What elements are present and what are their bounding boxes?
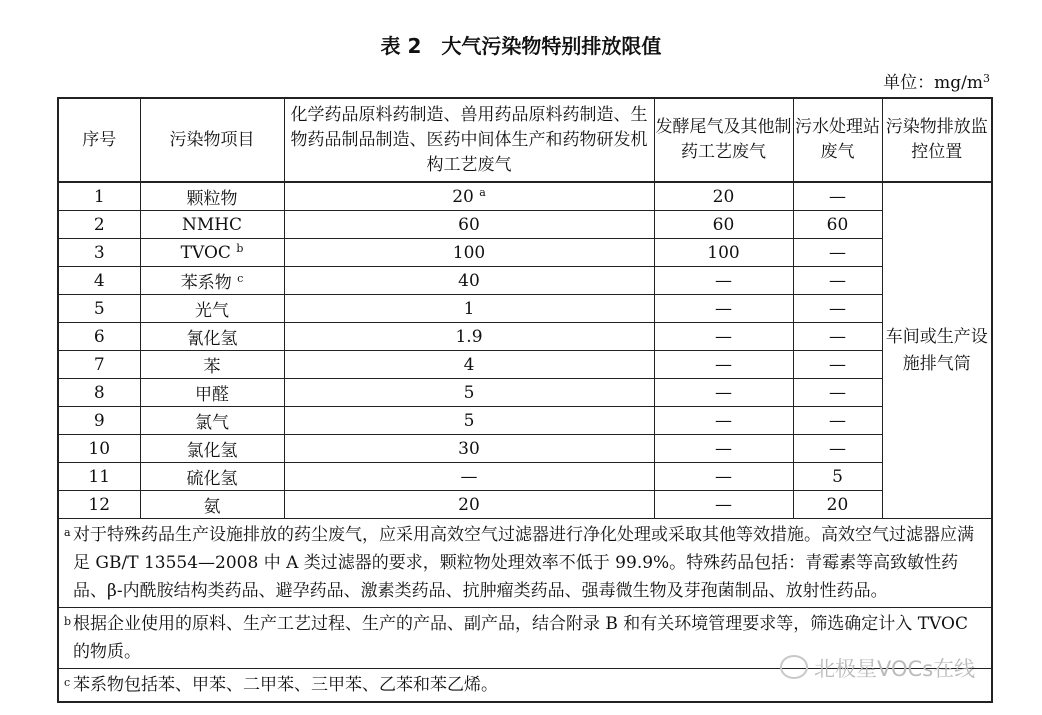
cell-ferment-text: — xyxy=(715,298,732,319)
cell-chem-text: 1 xyxy=(463,298,475,319)
cell-item-text: NMHC xyxy=(181,214,243,235)
unit-superscript: 3 xyxy=(983,72,990,85)
cell-item xyxy=(140,323,284,351)
table-row xyxy=(58,211,992,239)
cell-item xyxy=(140,491,284,519)
cell-item-text: 氯化氢 xyxy=(186,441,238,461)
cell-sewage xyxy=(793,435,882,463)
cell-no-text: 11 xyxy=(88,466,111,487)
table-row xyxy=(58,379,992,407)
unit-text: 单位：mg/m xyxy=(883,73,983,93)
header-item: 污染物项目 xyxy=(140,98,284,182)
cell-item-text: 颗粒物 xyxy=(186,189,238,209)
cell-sewage xyxy=(793,211,882,239)
cell-ferment xyxy=(654,491,793,519)
header-no: 序号 xyxy=(58,98,140,182)
cell-no-text: 1 xyxy=(93,186,105,207)
cell-ferment xyxy=(654,435,793,463)
cell-no-text: 6 xyxy=(93,326,105,347)
cell-chem xyxy=(284,351,654,379)
footnote-mark: a xyxy=(64,526,71,539)
cell-sewage-text: 60 xyxy=(826,214,849,235)
cell-no xyxy=(58,182,140,211)
cell-no-text: 9 xyxy=(93,410,105,431)
cell-ferment-text: — xyxy=(715,270,732,291)
cell-no-text: 10 xyxy=(88,438,111,459)
cell-sewage-text: — xyxy=(829,354,846,375)
cell-chem xyxy=(284,239,654,267)
cell-location: 车间或生产设施排气筒 xyxy=(882,182,992,519)
cell-chem xyxy=(284,267,654,295)
cell-chem xyxy=(284,435,654,463)
footnote-row xyxy=(58,519,992,608)
cell-ferment xyxy=(654,239,793,267)
cell-sewage-text: 5 xyxy=(832,466,843,487)
cell-chem xyxy=(284,295,654,323)
cell-item-text: 苯 xyxy=(203,357,221,377)
cell-no-text: 2 xyxy=(93,214,105,235)
cell-item xyxy=(140,239,284,267)
cell-ferment xyxy=(654,267,793,295)
cell-chem xyxy=(284,211,654,239)
table-title: 表 2 大气污染物特别排放限值 xyxy=(380,34,662,58)
header-chem: 化学药品原料药制造、兽用药品原料药制造、生物药品制品制造、医药中间体生产和药物研发机构工艺废气 xyxy=(284,98,654,182)
cell-chem-text: 60 xyxy=(458,214,480,235)
cell-sewage-text: — xyxy=(829,242,846,263)
unit-label xyxy=(883,68,990,93)
cell-sewage xyxy=(793,463,882,491)
cell-no xyxy=(58,491,140,519)
table-row xyxy=(58,491,992,519)
cell-sewage xyxy=(793,323,882,351)
table-row xyxy=(58,267,992,295)
cell-ferment-text: 100 xyxy=(707,242,740,263)
watermark-text: 北极星VOCs在线 xyxy=(814,657,976,681)
cell-item xyxy=(140,211,284,239)
cell-no xyxy=(58,351,140,379)
footnote-mark: c xyxy=(64,676,71,689)
cell-item xyxy=(140,267,284,295)
cell-ferment-text: — xyxy=(715,354,732,375)
cell-no xyxy=(58,435,140,463)
cell-chem-text: 30 xyxy=(458,438,480,459)
cell-no xyxy=(58,379,140,407)
cell-chem-text: 40 xyxy=(458,270,480,291)
cell-sewage-text: 20 xyxy=(826,494,849,515)
cell-ferment xyxy=(654,295,793,323)
cell-item-text: 氨 xyxy=(203,497,221,517)
cell-ferment-text: — xyxy=(715,410,732,431)
watermark xyxy=(780,653,975,683)
cell-no-text: 7 xyxy=(93,354,105,375)
cell-sewage xyxy=(793,379,882,407)
cell-sewage xyxy=(793,182,882,211)
cell-ferment xyxy=(654,182,793,211)
cell-chem-text: 20 xyxy=(458,494,480,515)
header-ferment: 发酵尾气及其他制药工艺废气 xyxy=(654,98,793,182)
cell-item xyxy=(140,295,284,323)
cell-sewage-text: — xyxy=(829,298,846,319)
footnote-text: 根据企业使用的原料、生产工艺过程、生产的产品、副产品，结合附录 B 和有关环境管理要求等，筛选确定计入 TVOC 的物质。 xyxy=(73,614,968,662)
header-sewage: 污水处理站废气 xyxy=(793,98,882,182)
table-row xyxy=(58,295,992,323)
cell-sewage xyxy=(793,407,882,435)
cell-item-text: 光气 xyxy=(195,301,229,321)
table-row xyxy=(58,435,992,463)
cell-ferment-text: 20 xyxy=(712,186,735,207)
table-body xyxy=(58,182,992,519)
cell-chem-text: 5 xyxy=(463,382,475,403)
cell-no-text: 4 xyxy=(93,270,105,291)
cell-sewage-text: — xyxy=(829,382,846,403)
cell-item xyxy=(140,351,284,379)
cell-item-text: 氰化氢 xyxy=(186,329,238,349)
footnote-mark: b xyxy=(64,615,72,628)
cell-item-footnote-mark: c xyxy=(237,272,244,285)
cell-ferment xyxy=(654,379,793,407)
cell-ferment-text: — xyxy=(715,494,732,515)
cell-chem-text: 5 xyxy=(463,410,475,431)
cell-sewage-text: — xyxy=(829,270,846,291)
cell-chem-text: 1.9 xyxy=(455,326,483,347)
cell-ferment-text: — xyxy=(715,466,732,487)
cell-chem xyxy=(284,323,654,351)
cell-no-text: 12 xyxy=(88,494,111,515)
cell-item-text: 硫化氢 xyxy=(186,469,238,489)
cell-sewage xyxy=(793,267,882,295)
cell-sewage xyxy=(793,351,882,379)
cell-item xyxy=(140,407,284,435)
table-row xyxy=(58,182,992,211)
cell-no xyxy=(58,239,140,267)
cell-no xyxy=(58,323,140,351)
cell-sewage xyxy=(793,295,882,323)
cell-sewage-text: — xyxy=(829,410,846,431)
footnote xyxy=(58,519,992,608)
cell-no-text: 8 xyxy=(93,382,105,403)
cell-item-text: TVOC xyxy=(180,243,231,263)
cell-item xyxy=(140,435,284,463)
cell-ferment xyxy=(654,351,793,379)
table-row xyxy=(58,407,992,435)
table-row xyxy=(58,463,992,491)
table-row xyxy=(58,239,992,267)
cell-sewage-text: — xyxy=(829,438,846,459)
cell-no xyxy=(58,267,140,295)
cell-item xyxy=(140,182,284,211)
cell-chem-text: 4 xyxy=(463,354,475,375)
cell-item xyxy=(140,463,284,491)
footnote-text: 对于特殊药品生产设施排放的药尘废气，应采用高效空气过滤器进行净化处理或采取其他等效措施。高效空气过滤器应满足 GB/T 13554—2008 中 A 类过滤器的要求，颗粒物处理效率不低于 99.9%。特殊药品包括：青霉素等高致敏性药品、β-内酰胺结构类药品、避孕药品、激素类药品、抗肿瘤类药品、强毒微生物及芽孢菌制品、放射性药品。 xyxy=(73,525,974,601)
cell-ferment-text: — xyxy=(715,438,732,459)
cell-no xyxy=(58,295,140,323)
cell-chem xyxy=(284,463,654,491)
cell-chem-text: — xyxy=(460,466,478,487)
cell-item-text: 苯系物 xyxy=(180,273,232,293)
footnote-text: 苯系物包括苯、甲苯、二甲苯、三甲苯、乙苯和苯乙烯。 xyxy=(73,675,498,695)
cell-sewage xyxy=(793,491,882,519)
header-location: 污染物排放监控位置 xyxy=(882,98,992,182)
cell-item-footnote-mark: b xyxy=(236,242,244,255)
cell-no-text: 5 xyxy=(93,298,105,319)
cell-chem-text: 20 xyxy=(452,187,474,207)
cell-chem-text: 100 xyxy=(452,242,486,263)
cell-ferment-text: — xyxy=(715,326,732,347)
cell-no xyxy=(58,407,140,435)
cell-ferment xyxy=(654,211,793,239)
cell-no xyxy=(58,211,140,239)
cell-ferment xyxy=(654,323,793,351)
wechat-icon xyxy=(780,655,808,679)
emission-limits-table xyxy=(57,97,993,703)
cell-no-text: 3 xyxy=(93,242,105,263)
cell-chem xyxy=(284,491,654,519)
cell-chem-footnote-mark: a xyxy=(479,186,486,199)
cell-item-text: 甲醛 xyxy=(195,385,229,405)
cell-chem xyxy=(284,407,654,435)
cell-sewage-text: — xyxy=(829,186,846,207)
cell-sewage-text: — xyxy=(829,326,846,347)
cell-chem xyxy=(284,182,654,211)
table-row xyxy=(58,351,992,379)
cell-item-text: 氯气 xyxy=(195,413,229,433)
cell-chem xyxy=(284,379,654,407)
cell-sewage xyxy=(793,239,882,267)
table-row xyxy=(58,323,992,351)
cell-item xyxy=(140,379,284,407)
cell-ferment-text: — xyxy=(715,382,732,403)
cell-ferment-text: 60 xyxy=(712,214,735,235)
cell-no xyxy=(58,463,140,491)
cell-ferment xyxy=(654,407,793,435)
cell-ferment xyxy=(654,463,793,491)
